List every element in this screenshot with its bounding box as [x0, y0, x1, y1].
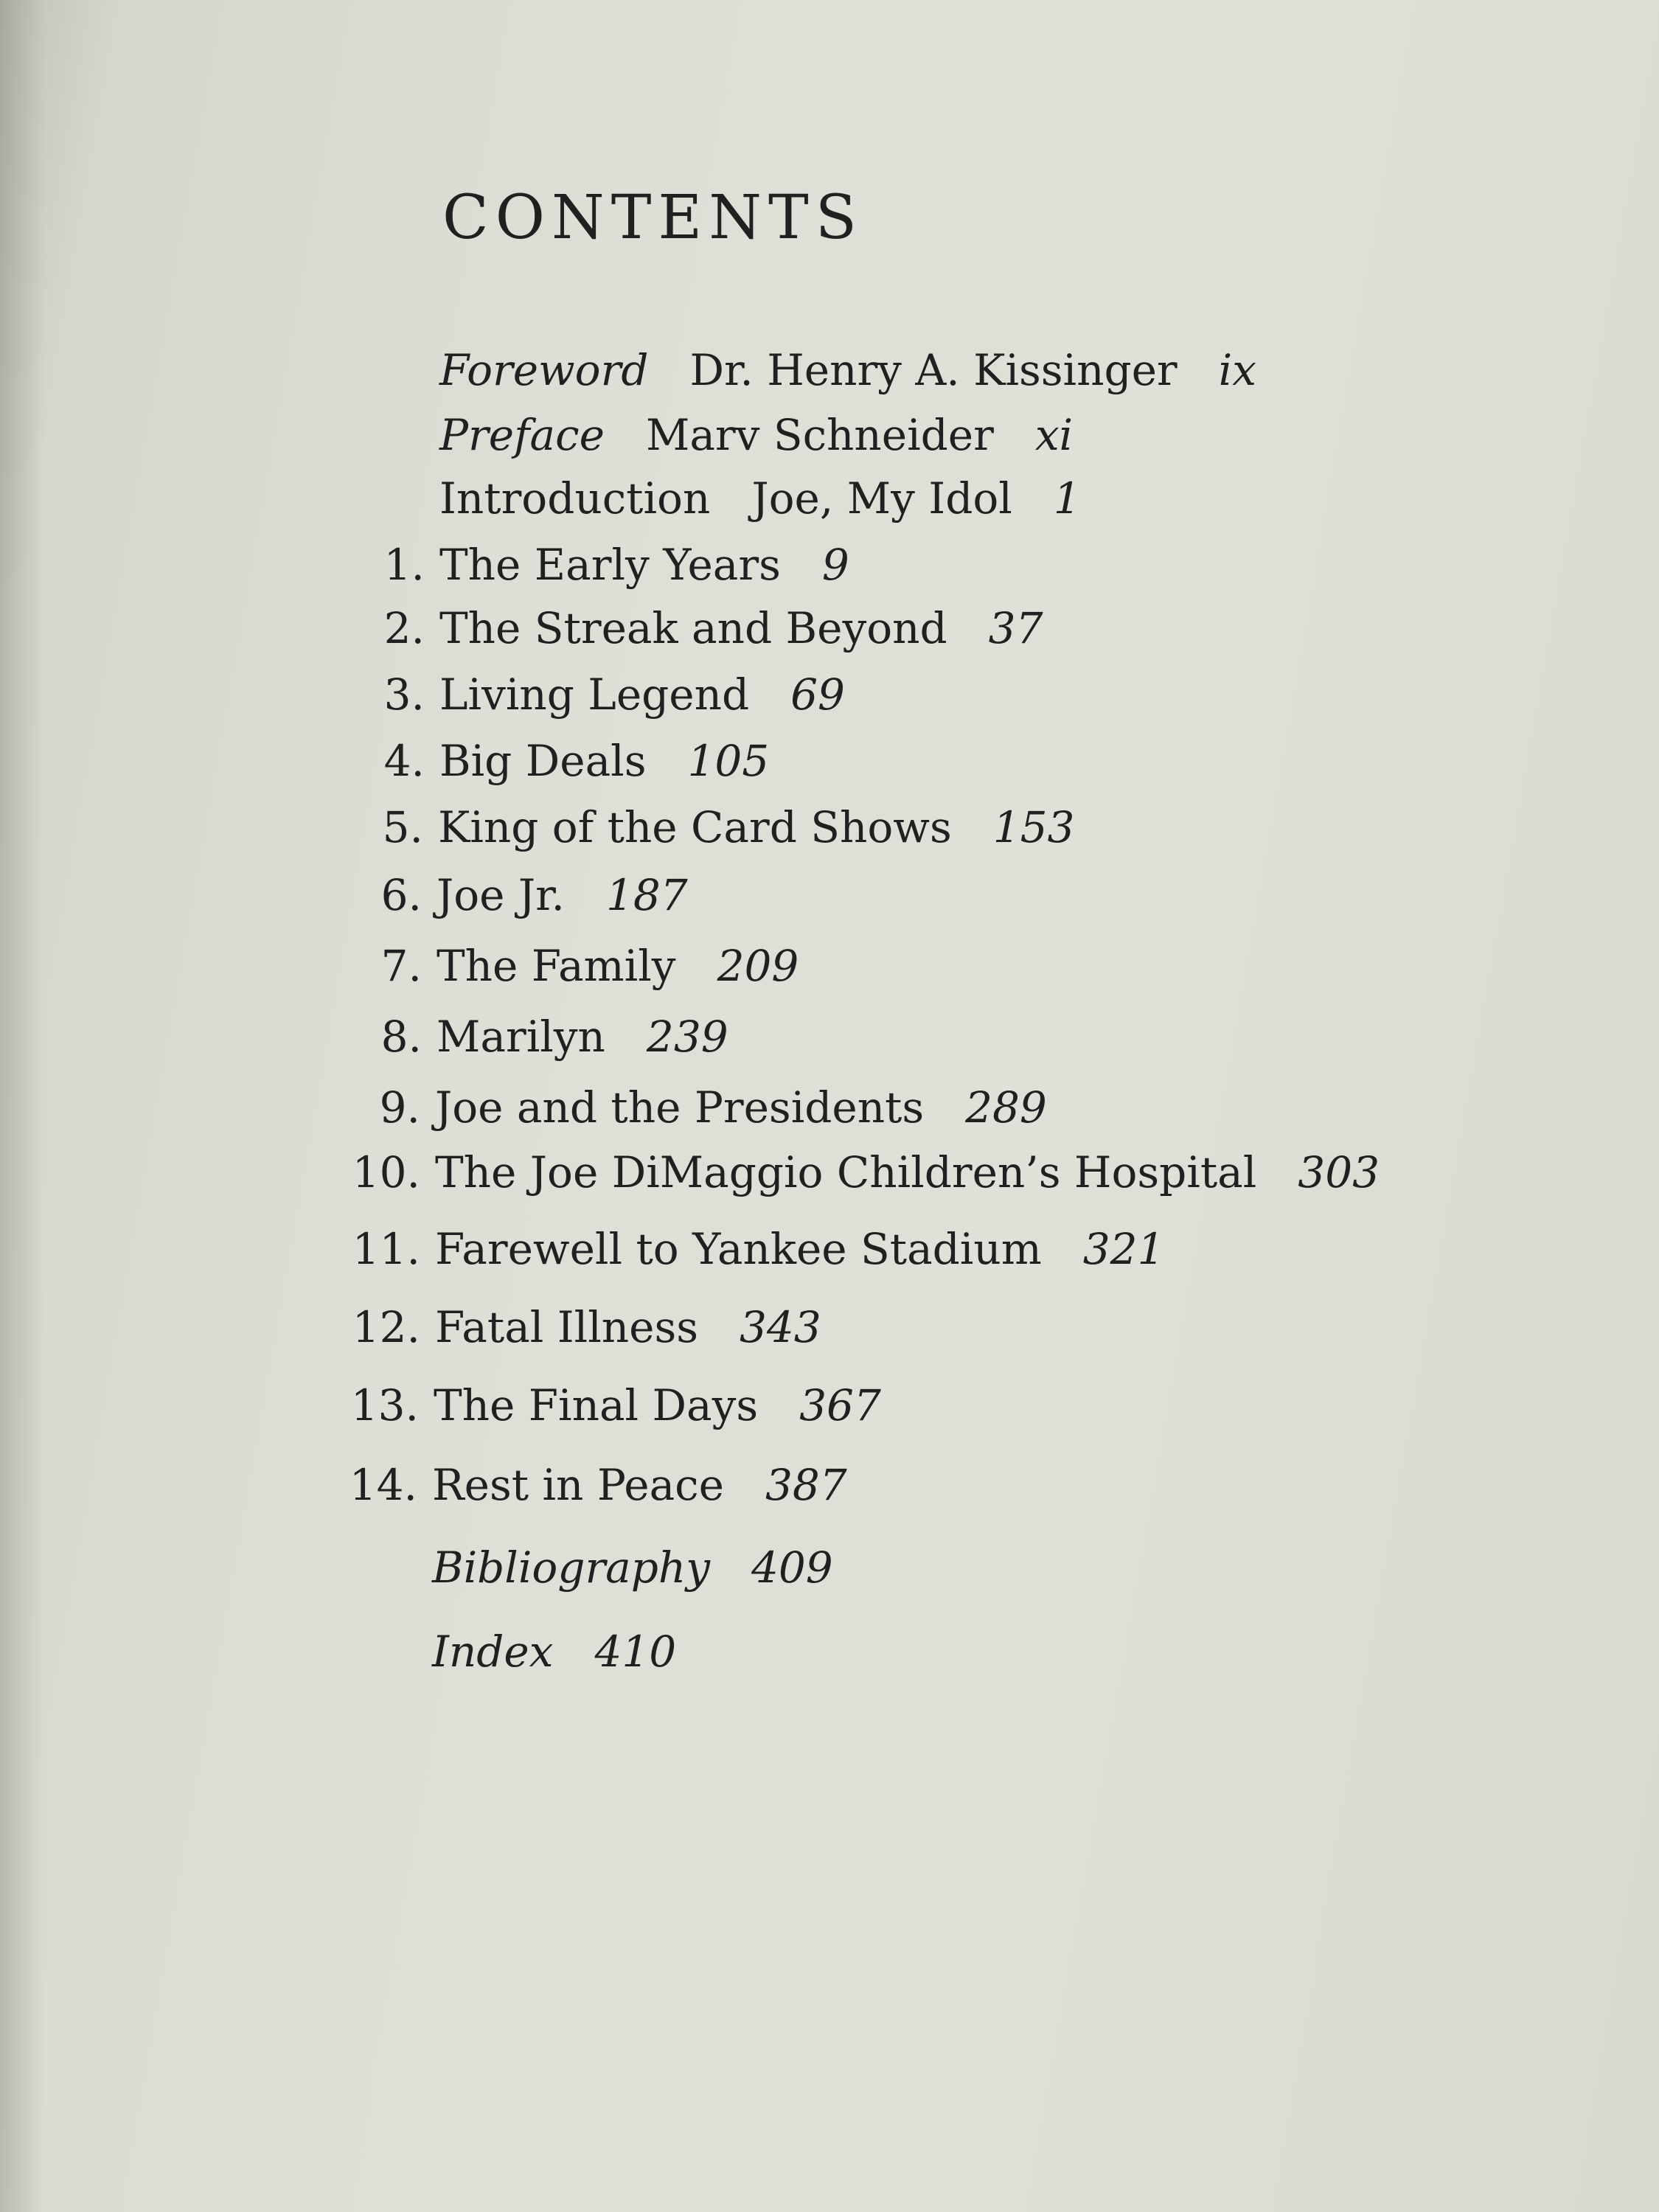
toc-entry-chapter[interactable] — [380, 870, 688, 920]
toc-entry-chapter[interactable] — [349, 1460, 847, 1510]
toc-entry-chapter[interactable] — [379, 1082, 1047, 1133]
chapter-number: 1. — [383, 540, 425, 590]
chapter-title: Living Legend — [439, 669, 750, 720]
chapter-number: 4. — [383, 736, 425, 786]
chapter-page: 289 — [965, 1082, 1047, 1133]
chapter-title: The Joe DiMaggio Children’s Hospital — [435, 1147, 1257, 1197]
toc-entry-chapter[interactable] — [352, 1302, 821, 1352]
chapter-number: 14. — [349, 1460, 417, 1510]
toc-entry-chapter[interactable] — [382, 802, 1075, 852]
chapter-title: Joe and the Presidents — [435, 1082, 925, 1133]
entry-label: Foreword — [439, 345, 649, 395]
chapter-page: 343 — [739, 1302, 821, 1352]
entry-label: Preface — [439, 410, 605, 460]
chapter-page: 387 — [765, 1460, 847, 1510]
entry-page: ix — [1218, 345, 1256, 395]
toc-entry-chapter[interactable] — [380, 941, 799, 991]
toc-entry-index[interactable] — [432, 1627, 676, 1677]
entry-page: 409 — [751, 1543, 833, 1593]
chapter-title: Marilyn — [437, 1012, 605, 1062]
toc-entry-chapter[interactable] — [380, 1012, 728, 1062]
toc-entry-chapter[interactable] — [350, 1380, 881, 1430]
chapter-page: 9 — [821, 540, 849, 590]
chapter-title: The Early Years — [439, 540, 781, 590]
entry-page: 1 — [1053, 473, 1081, 524]
chapter-title: Fatal Illness — [435, 1302, 698, 1352]
chapter-title: The Streak and Beyond — [439, 603, 947, 653]
entry-page: xi — [1034, 410, 1074, 460]
chapter-page: 105 — [687, 736, 770, 786]
entry-author: Marv Schneider — [645, 410, 994, 460]
toc-entry-chapter[interactable] — [383, 540, 849, 590]
entry-label: Bibliography — [432, 1543, 710, 1593]
entry-author: Joe, My Idol — [751, 473, 1012, 524]
chapter-title: King of the Card Shows — [438, 802, 952, 852]
chapter-number: 2. — [383, 603, 425, 653]
entry-page: 410 — [594, 1627, 677, 1677]
toc-entry-chapter[interactable] — [352, 1224, 1165, 1274]
chapter-title: Rest in Peace — [432, 1460, 724, 1510]
chapter-title: The Family — [437, 941, 676, 991]
chapter-title: Joe Jr. — [437, 870, 565, 920]
toc-entry-foreword[interactable] — [439, 345, 1256, 395]
chapter-number: 11. — [352, 1224, 420, 1274]
toc-entry-introduction[interactable] — [439, 473, 1081, 524]
page-title: CONTENTS — [442, 183, 863, 253]
entry-label: Index — [432, 1627, 554, 1677]
toc-entry-chapter[interactable] — [383, 736, 770, 786]
chapter-page: 69 — [790, 669, 845, 720]
chapter-number: 9. — [379, 1082, 420, 1133]
chapter-number: 12. — [352, 1302, 420, 1352]
chapter-title: Farewell to Yankee Stadium — [435, 1224, 1042, 1274]
toc-entry-chapter[interactable] — [383, 603, 1043, 653]
toc-entry-chapter[interactable] — [352, 1147, 1380, 1197]
chapter-number: 8. — [380, 1012, 422, 1062]
entry-label: Introduction — [439, 473, 711, 524]
chapter-page: 187 — [605, 870, 688, 920]
toc-entry-preface[interactable] — [439, 410, 1073, 460]
chapter-number: 13. — [350, 1380, 419, 1430]
chapter-page: 321 — [1082, 1224, 1165, 1274]
chapter-page: 239 — [646, 1012, 728, 1062]
chapter-page: 37 — [988, 603, 1043, 653]
chapter-page: 303 — [1298, 1147, 1380, 1197]
chapter-page: 367 — [799, 1380, 881, 1430]
chapter-page: 209 — [717, 941, 799, 991]
chapter-number: 6. — [380, 870, 422, 920]
chapter-number: 10. — [352, 1147, 420, 1197]
chapter-number: 7. — [380, 941, 422, 991]
toc-entry-bibliography[interactable] — [432, 1543, 833, 1593]
toc-entry-chapter[interactable] — [383, 669, 845, 720]
chapter-title: The Final Days — [434, 1380, 759, 1430]
chapter-number: 5. — [382, 802, 423, 852]
chapter-title: Big Deals — [439, 736, 647, 786]
entry-author: Dr. Henry A. Kissinger — [689, 345, 1178, 395]
chapter-page: 153 — [992, 802, 1075, 852]
chapter-number: 3. — [383, 669, 425, 720]
